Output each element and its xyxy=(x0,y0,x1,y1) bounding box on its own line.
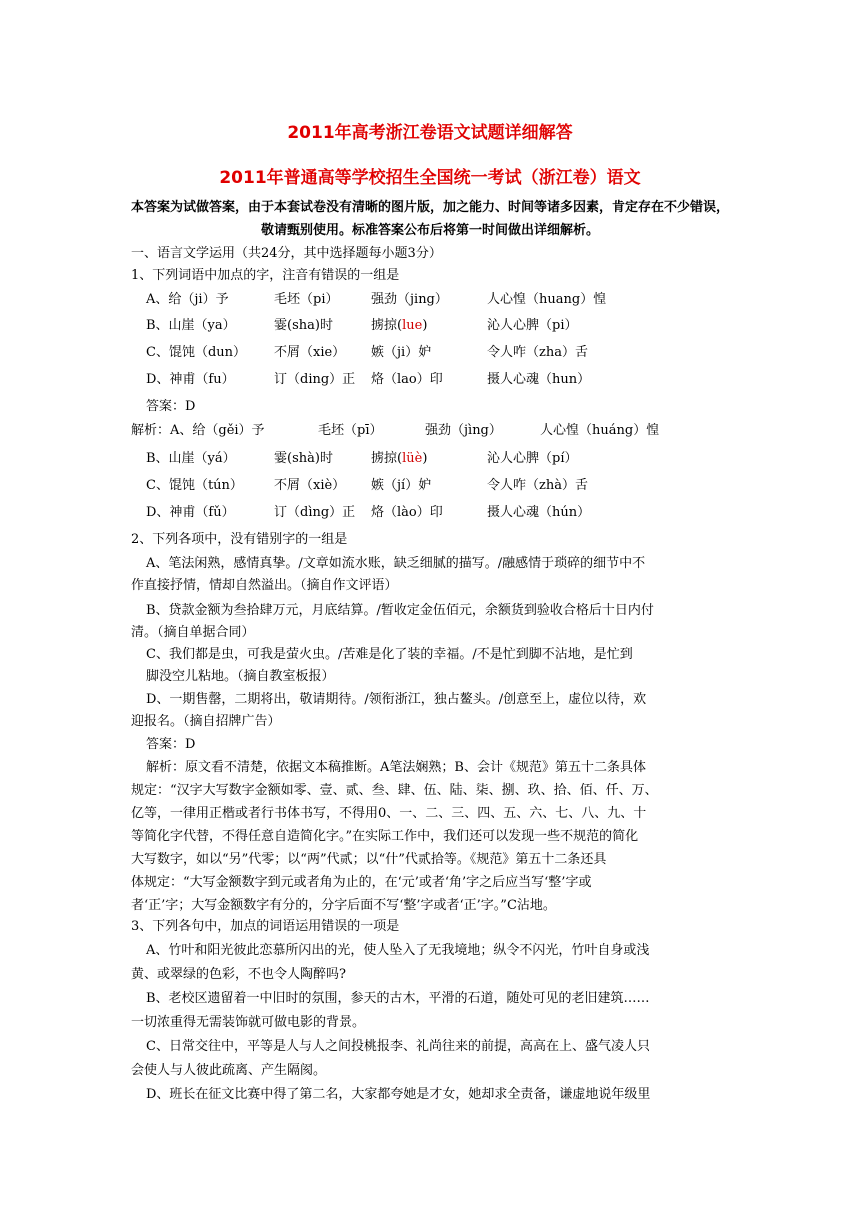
q2-line: 解析：原文看不清楚，依据文本稿推断。A笔法娴熟；B、会计《规范》第五十二条具体 xyxy=(146,760,646,775)
q1-analysis-d-4: 摄人心魂（hún） xyxy=(487,505,591,520)
q1-option-d-3: 烙（lao）印 xyxy=(371,372,443,387)
q1-option-d-4: 摄人心魂（hun） xyxy=(487,372,591,387)
q2-line: 作直接抒情，情却自然溢出。（摘自作文评语） xyxy=(131,578,398,593)
q2-line: A、笔法闲熟，感情真挚。/文章如流水账，缺乏细腻的描写。/融感情于琐碎的细节中不 xyxy=(146,556,646,571)
q1-analysis-c-3: 嫉（jí）妒 xyxy=(371,478,432,493)
q1-analysis-b-4: 沁人心脾（pí） xyxy=(487,451,578,466)
q1-analysis-d-3: 烙（lào）印 xyxy=(371,505,443,520)
q1-analysis-c-4: 令人咋（zhà）舌 xyxy=(487,478,588,493)
q1-analysis-d: D、神甫（fǔ） xyxy=(146,505,235,520)
question-3-stem: 3、下列各句中，加点的词语运用错误的一项是 xyxy=(131,919,400,934)
q1-option-b-2: 霎(sha)时 xyxy=(274,318,333,333)
q1-option-c-3: 嫉（ji）妒 xyxy=(371,345,432,360)
notice-text: 本答案为试做答案，由于本套试卷没有清晰的图片版，加之能力、时间等诸多因素，肯定存在不少错误，敬请甄别使用。标准答案公布后将第一时间做出详细解析。 xyxy=(130,200,729,238)
q1-analysis-a: 解析：A、给（gěi）予 xyxy=(131,423,265,438)
q1-option-a-4: 人心惶（huang）惶 xyxy=(487,292,607,307)
section-heading: 一、语言文学运用（共24分，其中选择题每小题3分） xyxy=(131,246,442,261)
option-part: ) xyxy=(422,318,428,333)
q1-answer: 答案：D xyxy=(146,399,196,414)
q1-option-b-3 xyxy=(371,317,427,335)
q1-analysis-b: B、山崖（yá） xyxy=(146,451,236,466)
q3-line: 会使人与人彼此疏离、产生隔阂。 xyxy=(131,1063,327,1078)
option-part: 掳掠( xyxy=(371,318,403,333)
q2-line: B、贷款金额为叁拾肆万元，月底结算。/暂收定金伍佰元，余额货到验收合格后十日内付 xyxy=(146,603,654,618)
q2-line: D、一期售罄，二期将出，敬请期待。/领衔浙江，独占鳌头。/创意至上，虚位以待，欢 xyxy=(146,692,647,707)
q1-option-a-2: 毛坯（pi） xyxy=(274,292,339,307)
sub-title: 2011年普通高等学校招生全国统一考试（浙江卷）语文 xyxy=(219,168,641,188)
q1-analysis-a-4: 人心惶（huáng）惶 xyxy=(540,423,660,438)
q3-line: B、老校区遗留着一中旧时的氛围，参天的古木，平滑的石道，随处可见的老旧建筑…… xyxy=(146,991,650,1006)
q1-option-a-3: 强劲（jing） xyxy=(371,292,448,307)
q1-analysis-d-2: 订（dìng）正 xyxy=(274,505,356,520)
analysis-part: ) xyxy=(422,451,428,466)
q1-option-c-2: 不屑（xie） xyxy=(274,345,346,360)
q2-line: 亿等，一律用正楷或者行书体书写，不得用0、一、二、三、四、五、六、七、八、九、十 xyxy=(131,806,647,821)
option-text: A、给（ji）予 xyxy=(146,292,229,307)
q1-analysis-c: C、馄饨（tún） xyxy=(146,478,243,493)
q2-line: 大写数字，如以“另”代零；以“两”代贰；以“什”代贰拾等。《规范》第五十二条还具 xyxy=(131,852,607,867)
q1-option-b: B、山崖（ya） xyxy=(146,318,236,333)
q1-analysis-a-2: 毛坯（pī） xyxy=(318,423,383,438)
q2-line: 规定：“汉字大写数字金额如零、壹、贰、叁、肆、伍、陆、柒、捌、玖、拾、佰、仟、万、 xyxy=(131,783,658,798)
q1-analysis-a-3: 强劲（jìng） xyxy=(425,423,502,438)
q2-line: C、我们都是虫，可我是萤火虫。/苦难是化了装的幸福。/不是忙到脚不沾地，是忙到 xyxy=(146,647,633,662)
q2-line: 者‘正’字；大写金额数字有分的，分字后面不写‘整’字或者‘正’字。”C沾地。 xyxy=(131,898,556,913)
q3-line: 黄、或翠绿的色彩，不也令人陶醉吗? xyxy=(131,967,346,982)
q1-analysis-c-2: 不屑（xiè） xyxy=(274,478,346,493)
q3-line: C、日常交往中，平等是人与人之间投桃报李、礼尚往来的前提，高高在上、盛气凌人只 xyxy=(146,1039,650,1054)
q1-option-d-2: 订（ding）正 xyxy=(274,372,356,387)
q2-line: 迎报名。（摘自招牌广告） xyxy=(131,714,281,729)
q3-line: A、竹叶和阳光彼此恋慕所闪出的光，使人坠入了无我境地；纵令不闪光，竹叶自身或浅 xyxy=(146,943,650,958)
q2-answer: 答案：D xyxy=(146,737,196,752)
q1-option-d: D、神甫（fu） xyxy=(146,372,235,387)
analysis-part: 掳掠( xyxy=(371,451,403,466)
question-2-stem: 2、下列各项中，没有错别字的一组是 xyxy=(131,532,348,547)
q2-line: 清。（摘自单据合同） xyxy=(131,625,255,640)
q1-option-c-4: 令人咋（zha）舌 xyxy=(487,345,588,360)
q2-line: 等简化字代替，不得任意自造简化字。”在实际工作中，我们还可以发现一些不规范的简化 xyxy=(131,829,639,844)
q2-line: 脚没空儿粘地。（摘自教室板报） xyxy=(146,669,335,684)
q1-option-a xyxy=(146,291,229,309)
main-title: 2011年高考浙江卷语文试题详细解答 xyxy=(287,123,573,143)
q1-analysis-b-3 xyxy=(371,450,427,468)
q1-analysis-b-2: 霎(shà)时 xyxy=(274,451,333,466)
q1-option-c: C、馄饨（dun） xyxy=(146,345,247,360)
option-part-red: lue xyxy=(402,318,423,333)
q2-line: 体规定：“大写金额数字到元或者角为止的，在‘元’或者‘角’字之后应当写‘整’字或 xyxy=(131,875,592,890)
q3-line: 一切浓重得无需装饰就可做电影的背景。 xyxy=(131,1015,366,1030)
q3-line: D、班长在征文比赛中得了第二名，大家都夸她是才女，她却求全责备，谦虚地说年级里 xyxy=(146,1087,651,1102)
analysis-part-red: lüè xyxy=(402,451,423,466)
question-1-stem: 1、下列词语中加点的字，注音有错误的一组是 xyxy=(131,268,400,283)
q1-option-b-4: 沁人心脾（pi） xyxy=(487,318,578,333)
